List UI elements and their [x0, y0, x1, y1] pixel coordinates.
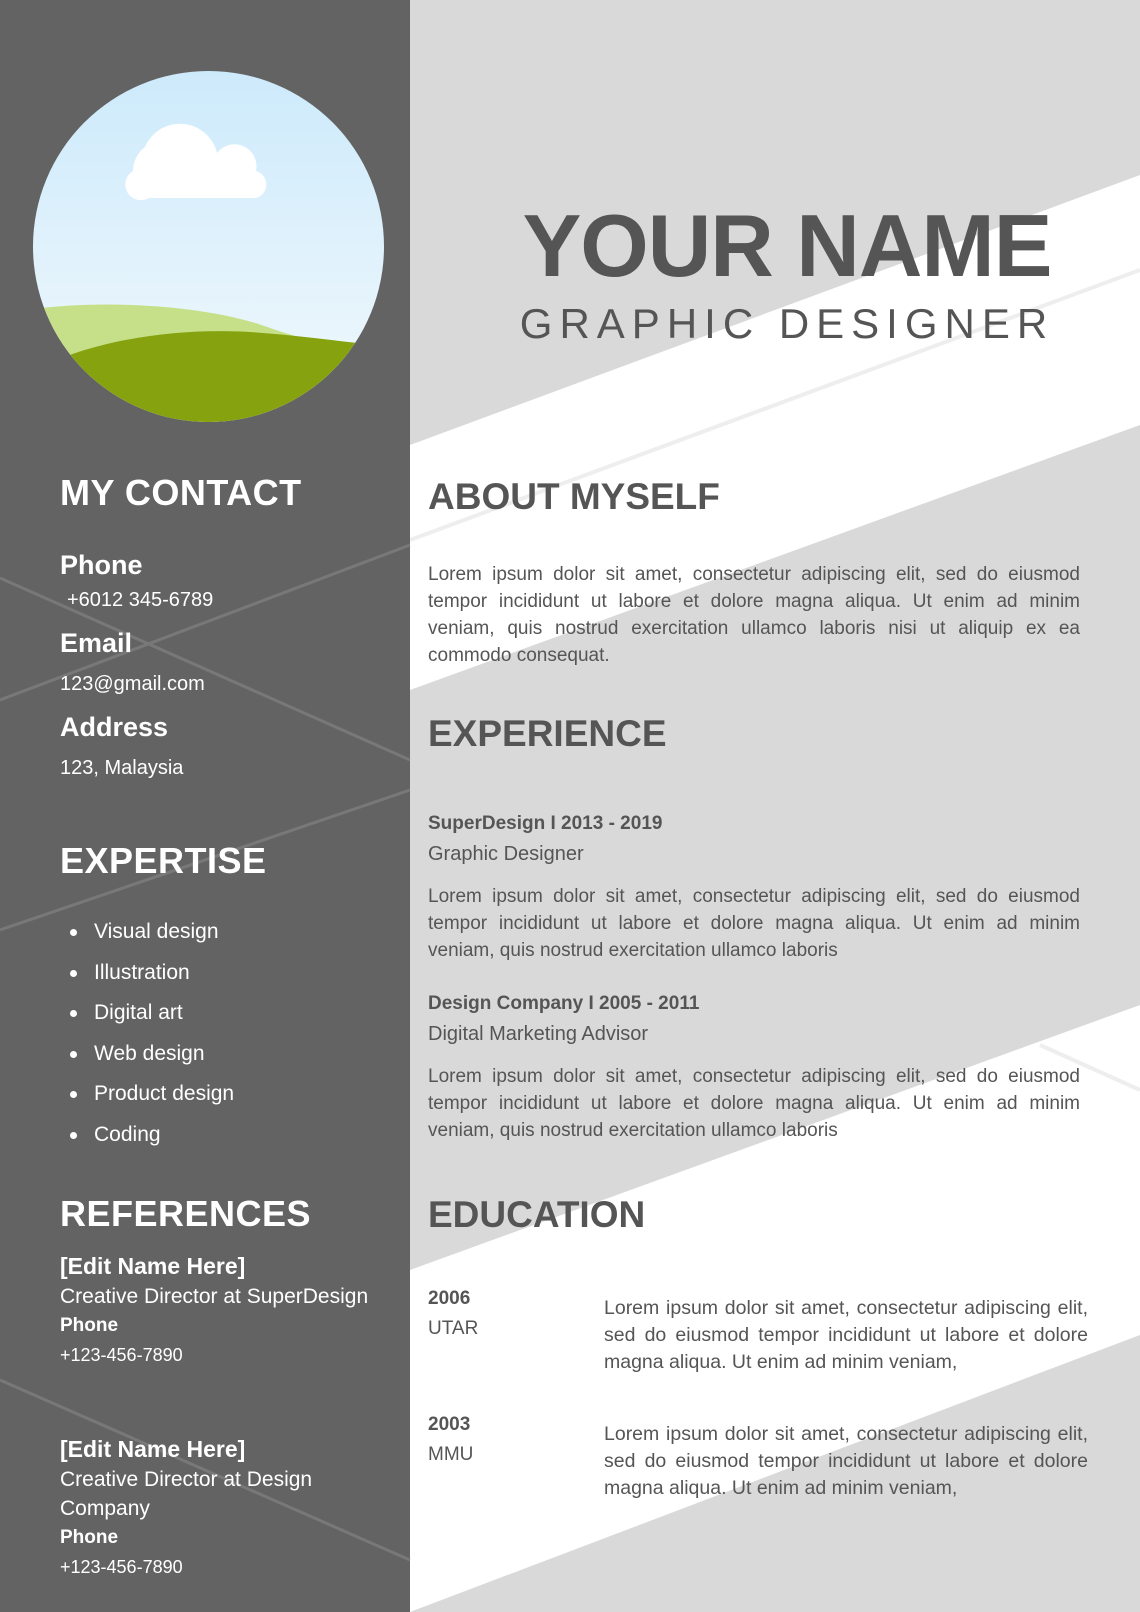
bullet-icon	[70, 970, 77, 977]
experience-text: Lorem ipsum dolor sit amet, consectetur adipiscing elit, sed do eiusmod tempor incididunt ut labore et dolore magna aliqua. Ut enim ad minim veniam, quis nostrud exercitation ullamco laboris	[428, 886, 1080, 961]
bullet-icon	[70, 1132, 77, 1139]
bullet-icon	[70, 929, 77, 936]
bullet-icon	[70, 1091, 77, 1098]
education-text: Lorem ipsum dolor sit amet, consectetur adipiscing elit, sed do eiusmod tempor incididunt ut labore et dolore magna aliqua. Ut enim ad minim veniam,	[604, 1297, 1088, 1373]
about-text: Lorem ipsum dolor sit amet, consectetur adipiscing elit, sed do eiusmod tempor incididunt ut labore et dolore magna aliqua. Ut enim ad minim veniam, quis nostrud exercitation ullamco laboris nisi ut aliquip ex ea commodo consequat.	[428, 564, 1080, 666]
list-item	[0, 1034, 234, 1075]
about-heading: ABOUT MYSELF	[428, 476, 720, 517]
list-item	[0, 993, 234, 1034]
education-year: 2003	[428, 1414, 471, 1435]
expertise-item-label: Web design	[94, 1041, 205, 1065]
bullet-icon	[70, 1010, 77, 1017]
reference-phone-label: Phone	[60, 1315, 119, 1336]
phone-value: +6012 345-6789	[67, 589, 214, 611]
reference-phone: +123-456-7890	[60, 1345, 183, 1365]
education-school: MMU	[428, 1444, 474, 1465]
reference-name: [Edit Name Here]	[60, 1253, 246, 1279]
person-name: YOUR NAME	[522, 196, 1052, 295]
experience-role: Graphic Designer	[428, 843, 584, 865]
bullet-icon	[70, 1051, 77, 1058]
education-year: 2006	[428, 1288, 471, 1309]
reference-role: Creative Director at Design Company	[60, 1468, 313, 1520]
expertise-item-label: Digital art	[94, 1001, 183, 1024]
reference-entry	[60, 1433, 380, 1581]
landscape-placeholder-icon	[33, 71, 384, 422]
profile-photo	[33, 71, 384, 422]
reference-phone-label: Phone	[60, 1527, 119, 1548]
address-label: Address	[60, 712, 169, 742]
sidebar	[0, 0, 410, 1612]
expertise-item-label: Illustration	[94, 960, 190, 984]
contact-heading: MY CONTACT	[60, 472, 302, 513]
list-item	[0, 953, 234, 994]
address-value: 123, Malaysia	[60, 757, 184, 779]
education-school: UTAR	[428, 1318, 479, 1339]
reference-name: [Edit Name Here]	[60, 1436, 246, 1462]
references-heading: REFERENCES	[60, 1193, 312, 1234]
experience-title: Design Company I 2005 - 2011	[428, 993, 700, 1014]
email-label: Email	[60, 628, 133, 658]
experience-heading: EXPERIENCE	[428, 713, 667, 754]
education-text: Lorem ipsum dolor sit amet, consectetur adipiscing elit, sed do eiusmod tempor incididunt ut labore et dolore magna aliqua. Ut enim ad minim veniam,	[604, 1423, 1088, 1499]
phone-label: Phone	[60, 550, 143, 580]
email-value: 123@gmail.com	[60, 673, 205, 695]
experience-title: SuperDesign I 2013 - 2019	[428, 813, 663, 834]
expertise-item-label: Product design	[94, 1082, 235, 1105]
education-heading: EDUCATION	[428, 1194, 646, 1235]
reference-phone: +123-456-7890	[60, 1557, 183, 1577]
expertise-item-label: Visual design	[94, 920, 219, 943]
list-item	[0, 912, 234, 953]
expertise-list	[0, 912, 234, 1155]
main-content	[410, 0, 1140, 1612]
experience-role: Digital Marketing Advisor	[428, 1023, 649, 1045]
list-item	[0, 1074, 234, 1115]
expertise-item-label: Coding	[94, 1122, 161, 1146]
expertise-heading: EXPERTISE	[60, 840, 267, 881]
job-title: GRAPHIC DESIGNER	[519, 300, 1055, 347]
experience-text: Lorem ipsum dolor sit amet, consectetur adipiscing elit, sed do eiusmod tempor incididunt ut labore et dolore magna aliqua. Ut enim ad minim veniam, quis nostrud exercitation ullamco laboris	[428, 1066, 1080, 1141]
list-item	[0, 1115, 234, 1156]
reference-entry	[60, 1250, 380, 1369]
reference-role: Creative Director at SuperDesign	[60, 1285, 369, 1308]
